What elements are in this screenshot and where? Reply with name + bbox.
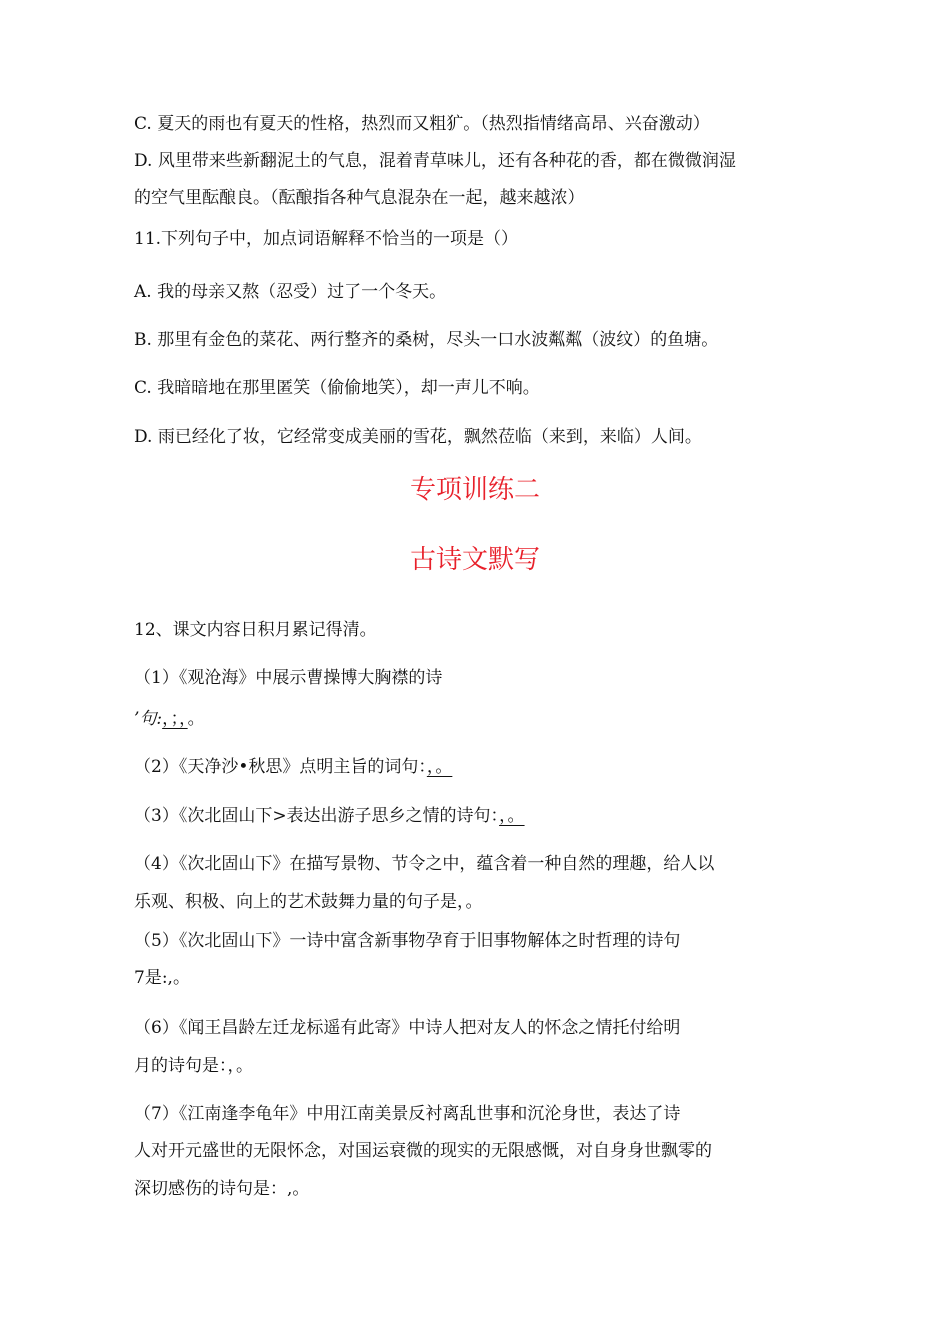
q10-option-d-line1: D. 风里带来些新翻泥土的气息，混着青草味儿，还有各种花的香，都在微微润湿 <box>134 151 736 171</box>
q11-stem: 11.下列句子中，加点词语解释不恰当的一项是（） <box>134 229 519 249</box>
q11-option-d: D. 雨已经化了妆，它经常变成美丽的雪花，飘然莅临（来到，来临）人间。 <box>134 427 702 447</box>
q12-item7-line1: （7）《江南逢李龟年》中用江南美景反衬离乱世事和沉沦身世，表达了诗 <box>134 1104 681 1124</box>
q12-item5-line1: （5）《次北固山下》一诗中富含新事物孕育于旧事物解体之时哲理的诗句 <box>134 931 681 951</box>
q12-item1-prefix: ’句: <box>134 709 163 729</box>
q12-item4-line2: 乐观、积极、向上的艺术鼓舞力量的句子是，。 <box>134 892 483 912</box>
q12-stem: 12、课文内容日积月累记得清。 <box>134 620 377 640</box>
q12-item1-line1: （1）《观沧海》中展示曹操博大胸襟的诗 <box>134 668 443 688</box>
q11-option-a: A. 我的母亲又熬（忍受）过了一个冬天。 <box>134 282 447 302</box>
q12-item1-line2 <box>134 708 205 730</box>
q12-item2 <box>134 756 452 778</box>
section-title: 专项训练二 <box>409 475 540 505</box>
q12-item2-blank[interactable]: ，。 <box>426 757 453 777</box>
q12-item3-text: （3）《次北固山下>表达出游子思乡之情的诗句： <box>134 806 500 826</box>
q12-item6-line2: 月的诗句是：，。 <box>134 1056 253 1076</box>
section-subtitle: 古诗文默写 <box>409 545 540 575</box>
q10-option-d-line2: 的空气里酝酿良。（酝酿指各种气息混杂在一起，越来越浓） <box>134 188 585 208</box>
q11-option-b: B. 那里有金色的菜花、两行整齐的桑树，尽头一口水波粼粼（波纹）的鱼塘。 <box>134 330 719 350</box>
q12-item5-line2: 7是:,。 <box>134 968 190 988</box>
q12-item3 <box>134 805 525 827</box>
q12-item7-line2: 人对开元盛世的无限怀念，对国运衰微的现实的无限感慨，对自身身世飘零的 <box>134 1141 712 1161</box>
q10-option-c: C. 夏天的雨也有夏天的性格，热烈而又粗犷。（热烈指情绪高昂、兴奋激动） <box>134 114 710 134</box>
q12-item4-line1: （4）《次北固山下》在描写景物、节令之中，蕴含着一种自然的理趣，给人以 <box>134 854 715 874</box>
q11-option-c: C. 我暗暗地在那里匿笑（偷偷地笑），却一声儿不响。 <box>134 378 540 398</box>
q12-item1-end: 。 <box>187 709 205 729</box>
q12-item6-line1: （6）《闻王昌龄左迁龙标遥有此寄》中诗人把对友人的怀念之情托付给明 <box>134 1018 681 1038</box>
q12-item3-blank[interactable]: ，。 <box>499 806 525 826</box>
q12-item1-blank[interactable]: ，；， <box>162 709 188 729</box>
q12-item7-line3: 深切感伤的诗句是：,。 <box>134 1179 310 1199</box>
q12-item2-text: （2）《天净沙•秋思》点明主旨的词句： <box>134 757 427 777</box>
